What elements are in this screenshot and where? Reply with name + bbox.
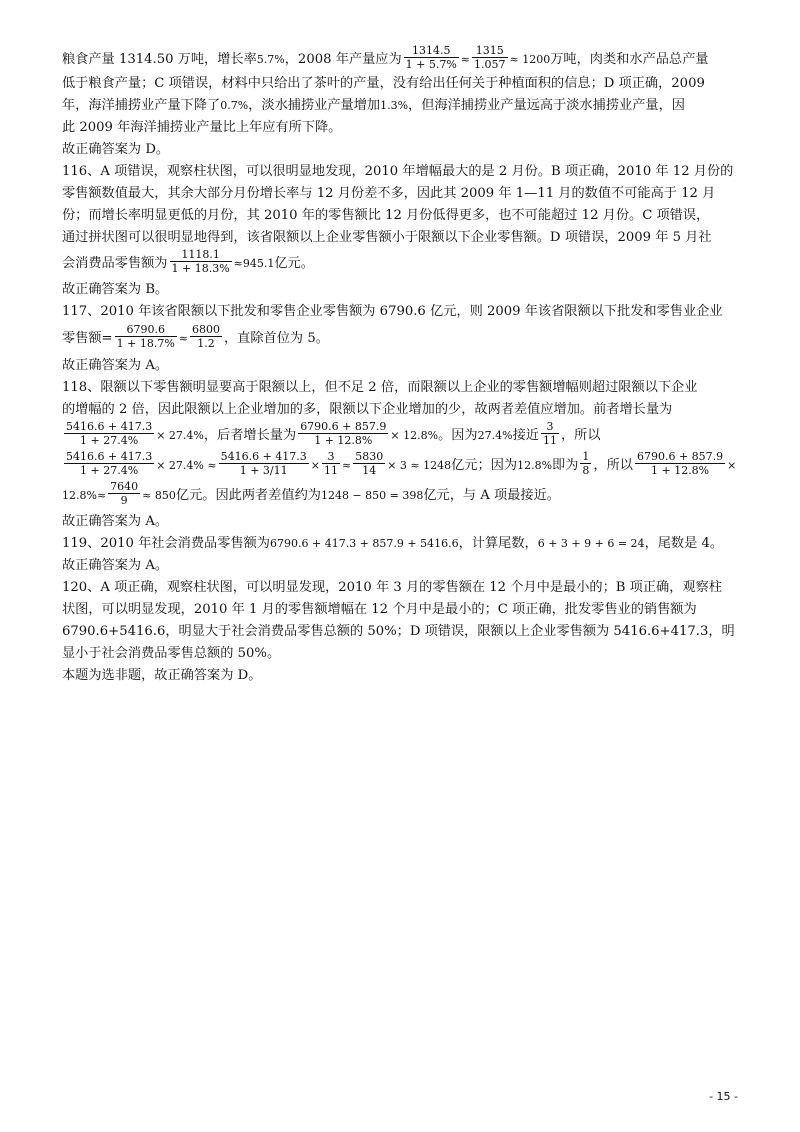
math: 6790.6 + 417.3 + 857.9 + 5416.6 bbox=[270, 537, 459, 550]
text-line: 此 2009 年海洋捕捞业产量比上年应有所下降。 bbox=[62, 120, 342, 135]
fraction bbox=[115, 323, 177, 350]
math: ≈945.1 bbox=[233, 257, 275, 270]
text-line bbox=[62, 323, 742, 355]
math: × bbox=[310, 459, 320, 472]
fraction bbox=[353, 450, 385, 477]
math: 6 + 3 + 9 + 6 = 24 bbox=[537, 537, 645, 550]
fraction bbox=[635, 450, 725, 477]
numerator: 5416.6 + 417.3 bbox=[66, 450, 153, 463]
fraction bbox=[170, 248, 232, 275]
text: 会消费品零售额为 bbox=[62, 256, 168, 271]
text-line: 零售额数值最大，其余大部分月份增长率与 12 月份差不多，因此其 2009 年 1—11 月的数值不可能高于 12 月 bbox=[62, 186, 716, 201]
text-line: 显小于社会消费品零售总额的 50%。 bbox=[62, 646, 281, 661]
text: 粮食产量 1314.50 万吨，增长率 bbox=[62, 52, 257, 67]
math: ≈ bbox=[460, 53, 471, 66]
numerator: 6790.6 bbox=[115, 323, 177, 337]
text: ，但海洋捕捞业产量远高于淡水捕捞业产量，因 bbox=[408, 98, 685, 113]
numerator: 6790.6 + 857.9 bbox=[636, 450, 724, 463]
answer-line: 故正确答案为 B。 bbox=[62, 282, 169, 297]
text: ，所以 bbox=[593, 458, 633, 473]
denominator: 1 + 12.8% bbox=[650, 464, 710, 477]
text-line: 的增幅的 2 倍，因此限额以上企业增加的多，限额以下企业增加的少，故两者差值应增加。前者增长量为 bbox=[62, 402, 673, 417]
fraction bbox=[190, 323, 222, 350]
fraction bbox=[108, 480, 140, 507]
answer-line: 故正确答案为 A。 bbox=[62, 358, 169, 373]
math: 12.8% bbox=[517, 459, 553, 472]
math: ≈ bbox=[342, 459, 352, 472]
denominator: 1 + 27.4% bbox=[80, 464, 139, 477]
text: 即为 bbox=[552, 458, 579, 473]
math: 0.7% bbox=[220, 99, 249, 112]
text: 年，海洋捕捞业产量下降了 bbox=[62, 98, 221, 113]
text-line: 6790.6+5416.6，明显大于社会消费品零售总额的 50%；D 项错误，限额以上企业零售额为 5416.6+417.3，明 bbox=[62, 624, 735, 639]
numerator: 5416.6 + 417.3 bbox=[220, 450, 307, 463]
answer-line: 故正确答案为 A。 bbox=[62, 514, 169, 529]
text: 万吨，肉类和水产品总产量 bbox=[550, 52, 709, 67]
math: 1248 − 850 = 398 bbox=[320, 489, 424, 502]
math: ≈ 1200 bbox=[509, 53, 551, 66]
text-line bbox=[62, 421, 742, 451]
text: ，尾数是 4。 bbox=[644, 536, 724, 551]
numerator: 3 bbox=[541, 420, 559, 434]
fraction bbox=[580, 450, 591, 477]
text: 接近 bbox=[512, 428, 539, 443]
math: ≈ bbox=[178, 332, 188, 345]
numerator: 6790.6 + 857.9 bbox=[300, 420, 387, 433]
fraction bbox=[64, 420, 154, 447]
text: 亿元。 bbox=[274, 256, 314, 271]
numerator: 1315 bbox=[472, 44, 508, 58]
text-line bbox=[62, 533, 742, 555]
denominator: 1 + 12.8% bbox=[314, 434, 373, 447]
text: ，淡水捕捞业产量增加 bbox=[248, 98, 381, 113]
text-line bbox=[62, 249, 742, 279]
numerator: 7640 bbox=[110, 480, 139, 493]
numerator: 3 bbox=[322, 450, 340, 464]
denominator: 11 bbox=[542, 434, 557, 447]
text-line bbox=[62, 95, 742, 117]
page-number: - 15 - bbox=[709, 1090, 738, 1103]
answer-line: 故正确答案为 A。 bbox=[62, 558, 169, 573]
text: 零售额= bbox=[62, 331, 113, 346]
text: ，直除首位为 5。 bbox=[224, 331, 329, 346]
math: ≈ 850 bbox=[142, 489, 176, 502]
denominator: 9 bbox=[120, 494, 128, 507]
math: × 27.4% bbox=[156, 429, 204, 442]
text-line: 120、A 项正确，观察柱状图，可以明显发现，2010 年 3 月的零售额在 12 个月中是最小的；B 项正确，观察柱 bbox=[62, 580, 722, 595]
text-line: 状图，可以明显发现，2010 年 1 月的零售额增幅在 12 个月中是最小的；C 项正确，批发零售业的销售额为 bbox=[62, 602, 697, 617]
answer-line: 故正确答案为 D。 bbox=[62, 142, 170, 157]
text: ，后者增长量为 bbox=[203, 428, 297, 443]
fraction bbox=[219, 450, 309, 477]
numerator: 6800 bbox=[192, 323, 220, 336]
text: 119、2010 年社会消费品零售额为 bbox=[62, 536, 270, 551]
text-line bbox=[62, 46, 742, 73]
numerator: 5830 bbox=[355, 450, 384, 463]
fraction bbox=[404, 44, 459, 71]
fraction bbox=[472, 44, 508, 71]
numerator: 1314.5 bbox=[404, 44, 459, 58]
numerator: 1 bbox=[582, 450, 590, 463]
text-line: 117、2010 年该省限额以下批发和零售企业零售额为 6790.6 亿元，则 2009 年该省限额以下批发和零售业企业 bbox=[62, 304, 723, 319]
math: 1.3% bbox=[380, 99, 409, 112]
numerator: 1118.1 bbox=[170, 248, 232, 262]
fraction bbox=[298, 420, 388, 447]
denominator: 1 + 18.3% bbox=[171, 262, 230, 275]
text: 。因为 bbox=[438, 428, 478, 443]
denominator: 1 + 18.7% bbox=[116, 337, 175, 350]
text: ，所以 bbox=[560, 428, 601, 443]
text: 亿元；因为 bbox=[451, 458, 518, 473]
denominator: 1.057 bbox=[474, 58, 506, 71]
math: 5.7% bbox=[256, 53, 285, 66]
text-line bbox=[62, 451, 742, 481]
fraction bbox=[541, 420, 559, 447]
math: 12.8%≈ bbox=[62, 489, 107, 502]
text-line: 118、限额以下零售额明显要高于限额以上，但不足 2 倍，而限额以上企业的零售额增幅则超过限额以下企业 bbox=[62, 380, 698, 395]
text-line: 份；而增长率明显更低的月份，其 2010 年的零售额比 12 月份低得更多，也不可能超过 12 月份。C 项错误， bbox=[62, 208, 710, 223]
denominator: 1 + 3/11 bbox=[239, 464, 288, 477]
fraction bbox=[322, 450, 340, 477]
text: ，2008 年产量应为 bbox=[284, 52, 402, 67]
text-line bbox=[62, 481, 742, 511]
document-body bbox=[62, 38, 742, 687]
denominator: 1 + 5.7% bbox=[405, 58, 457, 71]
math: × 27.4% ≈ bbox=[156, 459, 217, 472]
denominator: 1.2 bbox=[197, 337, 215, 350]
math: 27.4% bbox=[477, 429, 513, 442]
text: ，计算尾数， bbox=[458, 536, 538, 551]
numerator: 5416.6 + 417.3 bbox=[66, 420, 153, 433]
text-line: 116、A 项错误，观察柱状图，可以很明显地发现，2010 年增幅最大的是 2 月份。B 项正确，2010 年 12 月份的 bbox=[62, 164, 734, 179]
math: × bbox=[727, 459, 737, 472]
math: × 12.8% bbox=[390, 429, 439, 442]
denominator: 14 bbox=[362, 464, 377, 477]
denominator: 1 + 27.4% bbox=[80, 434, 139, 447]
math: × 3 ≈ 1248 bbox=[387, 459, 452, 472]
text-line: 低于粮食产量；C 项错误，材料中只给出了茶叶的产量，没有给出任何关于种植面积的信息；D 项正确，2009 bbox=[62, 76, 705, 91]
denominator: 8 bbox=[582, 464, 590, 477]
fraction bbox=[64, 450, 154, 477]
answer-line: 本题为选非题，故正确答案为 D。 bbox=[62, 668, 262, 683]
text: 亿元，与 A 项最接近。 bbox=[423, 488, 560, 503]
text: 亿元。因此两者差值约为 bbox=[175, 488, 321, 503]
text-line: 通过拼状图可以很明显地得到，该省限额以上企业零售额小于限额以下企业零售额。D 项错误，2009 年 5 月社 bbox=[62, 230, 712, 245]
denominator: 11 bbox=[324, 464, 338, 477]
